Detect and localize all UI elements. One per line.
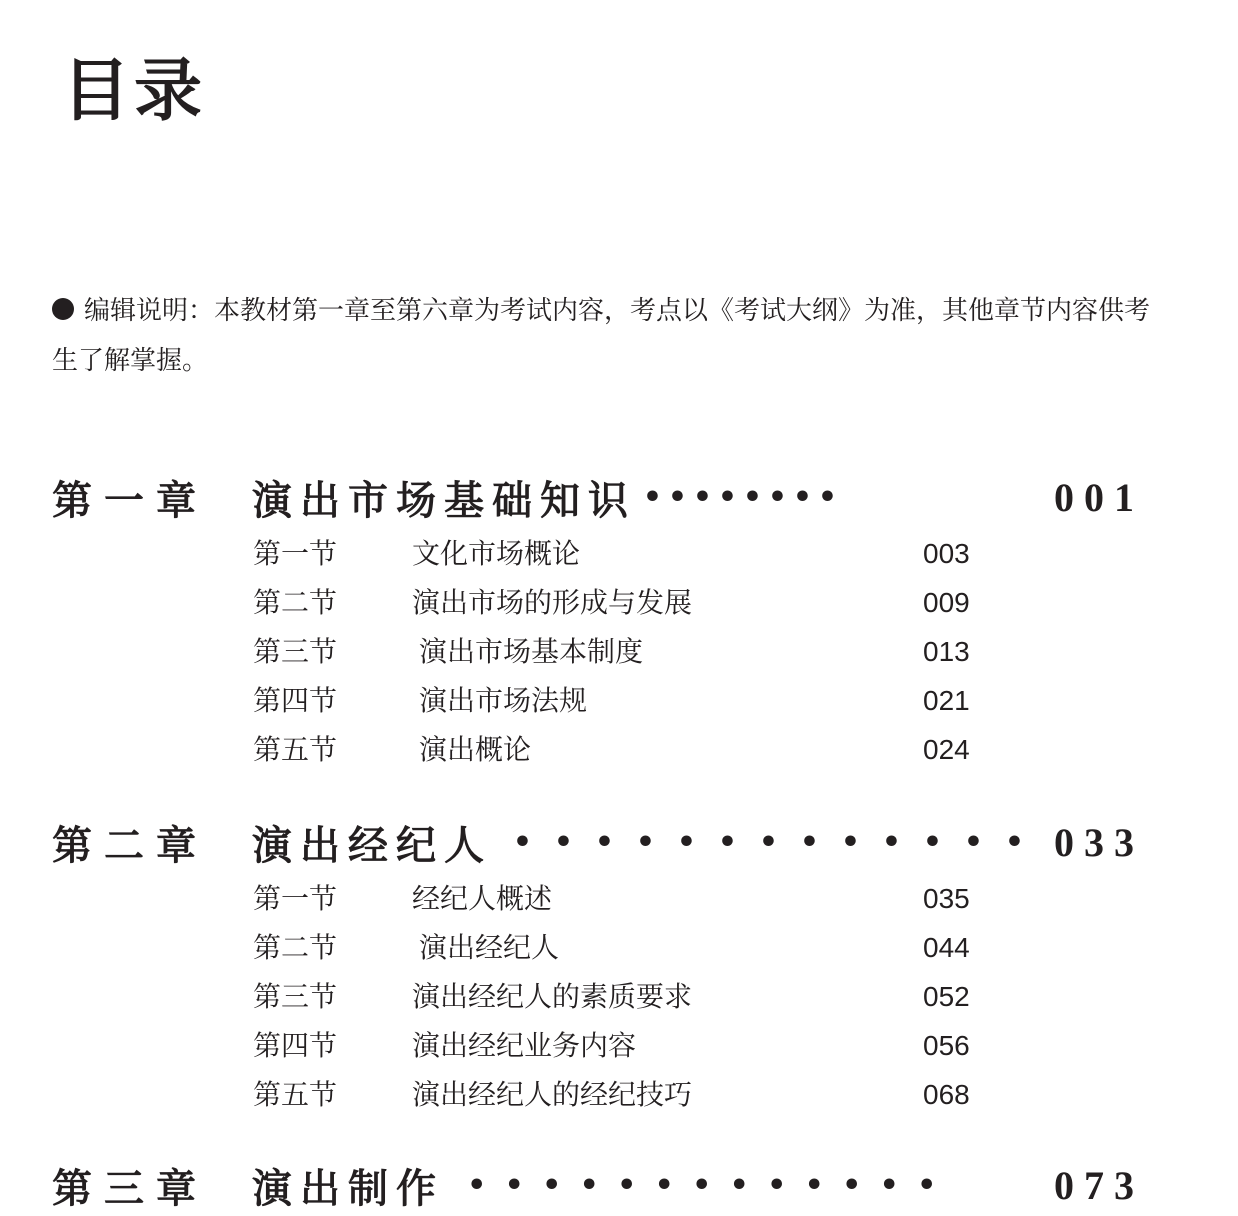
section-number: 第三节 xyxy=(253,980,338,1013)
section-title: 演出经纪人的经纪技巧 xyxy=(412,1078,693,1111)
section-number: 第一节 xyxy=(253,537,338,570)
page-title: 目录 xyxy=(62,52,207,131)
section-page: 035 xyxy=(923,883,970,914)
section-number: 第一节 xyxy=(253,882,338,915)
section-page: 052 xyxy=(923,981,970,1012)
section-page: 056 xyxy=(923,1030,970,1061)
section-title: 经纪人概述 xyxy=(412,882,553,915)
toc-section[interactable] xyxy=(253,972,1013,1021)
section-title: 演出经纪人 xyxy=(419,931,560,964)
section-number: 第二节 xyxy=(253,586,338,619)
toc-section[interactable] xyxy=(253,676,1013,725)
section-title: 演出经纪业务内容 xyxy=(412,1029,637,1062)
section-page: 003 xyxy=(923,538,970,569)
section-page: 068 xyxy=(923,1079,970,1110)
section-title: 演出市场基本制度 xyxy=(419,635,644,668)
editorial-note xyxy=(52,286,1172,386)
toc-section[interactable] xyxy=(253,923,1013,972)
toc-section[interactable] xyxy=(253,578,1013,627)
toc-chapter-3[interactable] xyxy=(52,1155,1144,1215)
toc-section[interactable] xyxy=(253,529,1013,578)
chapter-title: 演出经纪人 xyxy=(252,821,492,869)
chapter-number: 第二章 xyxy=(52,821,208,869)
toc-section[interactable] xyxy=(253,1021,1013,1070)
section-title: 文化市场概论 xyxy=(412,537,581,570)
section-number: 第五节 xyxy=(253,1078,338,1111)
section-title: 演出经纪人的素质要求 xyxy=(412,980,693,1013)
chapter-number: 第一章 xyxy=(52,476,208,524)
chapter-page: 033 xyxy=(1054,819,1144,865)
section-title: 演出概论 xyxy=(419,733,532,766)
toc-section[interactable] xyxy=(253,874,1013,923)
dot-leader: • • • • • • • • xyxy=(642,479,838,515)
section-page: 024 xyxy=(923,734,970,765)
section-number: 第二节 xyxy=(253,931,338,964)
editorial-note-text: 编辑说明：本教材第一章至第六章为考试内容，考点以《考试大纲》为准，其他章节内容供考生了解掌握。 xyxy=(52,296,1151,376)
chapter-1-sections xyxy=(253,529,1013,774)
section-page: 009 xyxy=(923,587,970,618)
section-title: 演出市场法规 xyxy=(419,684,588,717)
section-page: 013 xyxy=(923,636,970,667)
chapter-2-sections xyxy=(253,874,1013,1119)
bullet-icon xyxy=(52,298,74,320)
dot-leader: • • • • • • • • • • • • • xyxy=(467,1167,937,1203)
toc-chapter-2[interactable] xyxy=(52,812,1144,872)
section-page: 021 xyxy=(923,685,970,716)
toc-section[interactable] xyxy=(253,627,1013,676)
toc-chapter-1[interactable] xyxy=(52,467,1144,527)
chapter-page: 073 xyxy=(1054,1162,1144,1208)
section-page: 044 xyxy=(923,932,970,963)
section-number: 第四节 xyxy=(253,684,338,717)
toc-section[interactable] xyxy=(253,725,1013,774)
chapter-title: 演出市场基础知识 xyxy=(252,476,636,524)
chapter-number: 第三章 xyxy=(52,1164,208,1212)
section-number: 第三节 xyxy=(253,635,338,668)
section-number: 第五节 xyxy=(253,733,338,766)
section-title: 演出市场的形成与发展 xyxy=(412,586,693,619)
chapter-title: 演出制作 xyxy=(252,1164,444,1212)
chapter-page: 001 xyxy=(1054,474,1144,520)
dot-leader: • • • • • • • • • • • • • xyxy=(512,824,1025,860)
section-number: 第四节 xyxy=(253,1029,338,1062)
toc-section[interactable] xyxy=(253,1070,1013,1119)
